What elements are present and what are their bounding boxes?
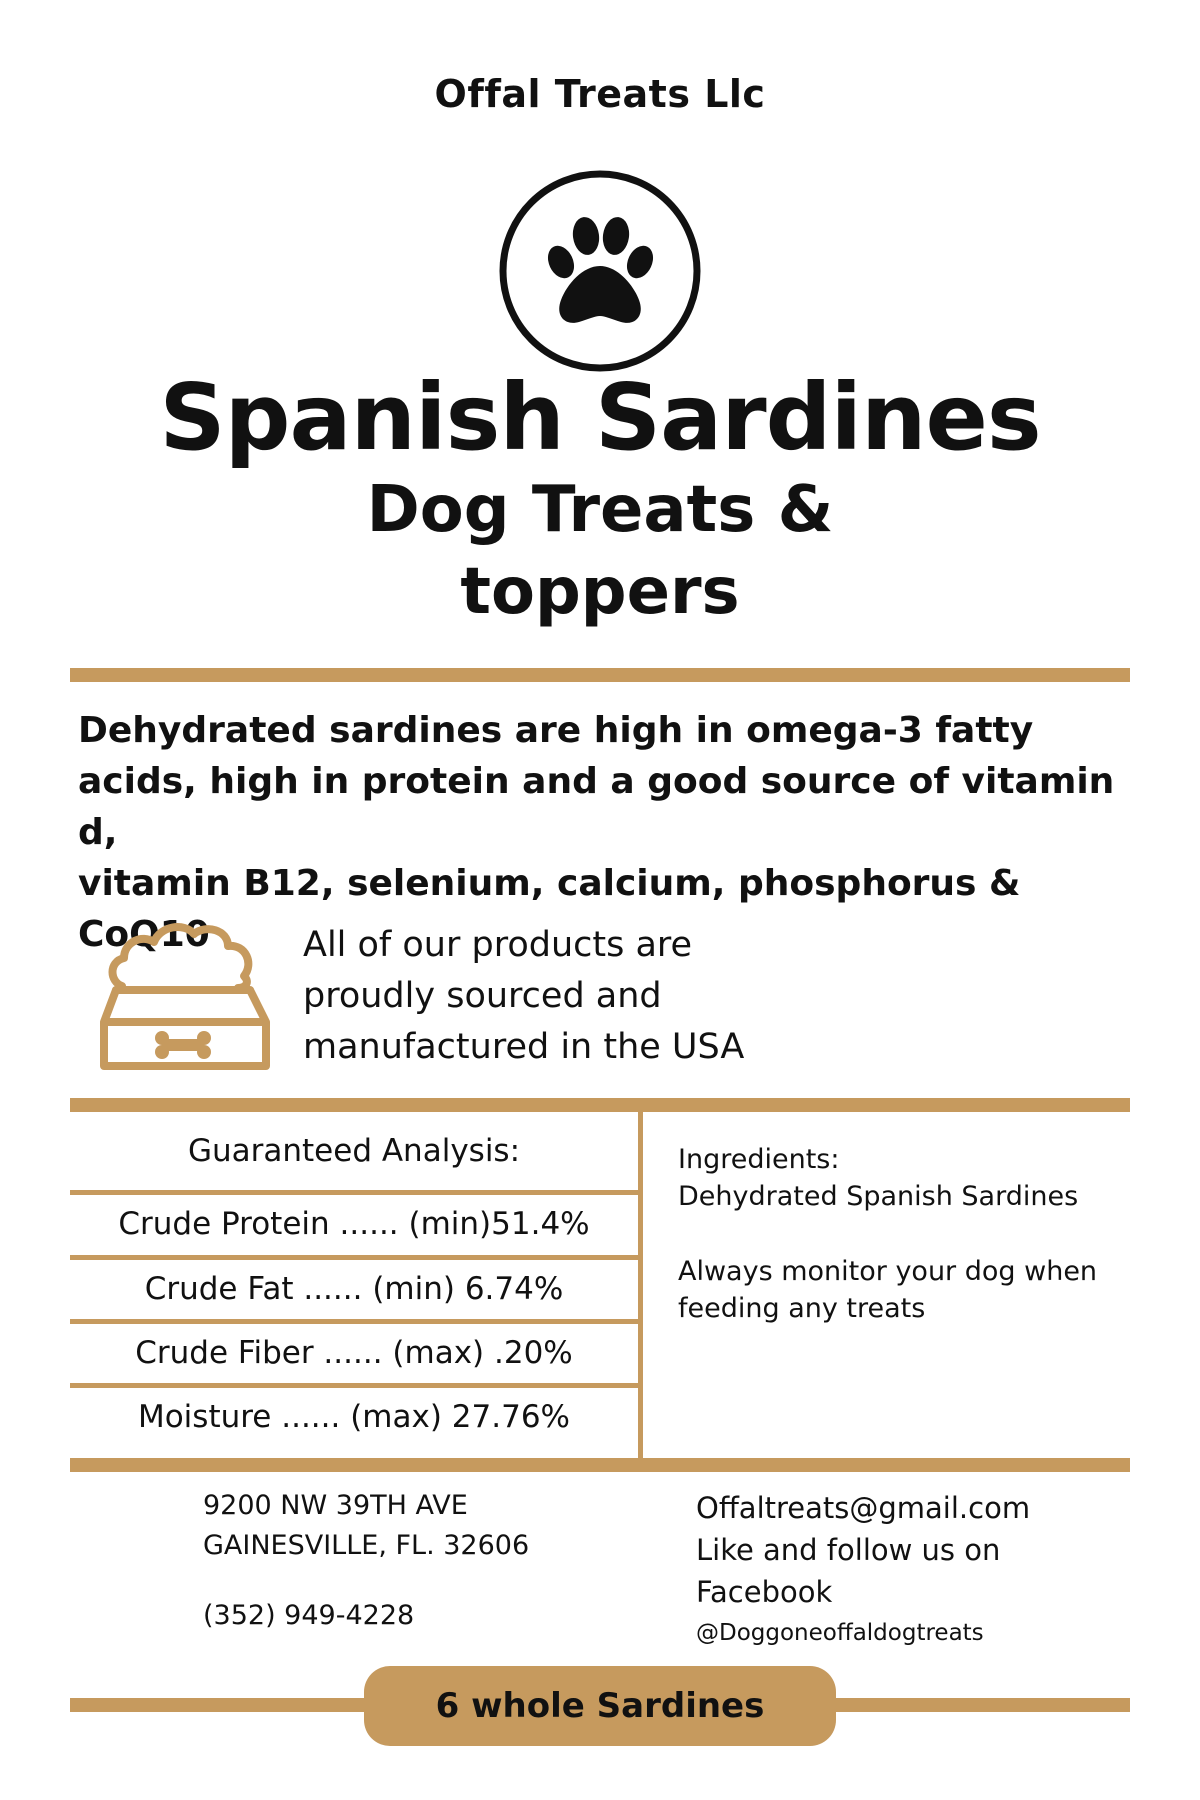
social-line2: Facebook	[696, 1575, 833, 1609]
description-line: Dehydrated sardines are high in omega-3 fatty	[78, 710, 1034, 751]
paw-print-icon	[497, 168, 703, 374]
divider	[70, 1098, 1130, 1112]
table-row-divider	[70, 1319, 638, 1324]
sourcing-line: All of our products are	[303, 925, 693, 965]
analysis-heading: Guaranteed Analysis:	[187, 1133, 521, 1169]
dog-food-bowl-icon	[88, 918, 278, 1076]
analysis-row-protein: Crude Protein ...... (min)51.4%	[118, 1206, 590, 1242]
social-handle: @Doggoneoffaldogtreats	[696, 1620, 984, 1646]
table-row-divider	[70, 1255, 638, 1260]
analysis-row-fat: Crude Fat ...... (min) 6.74%	[144, 1271, 564, 1307]
sourcing-line: manufactured in the USA	[303, 1027, 745, 1067]
description-line: vitamin B12, selenium, calcium, phosphorus & CoQ10	[78, 863, 1021, 955]
column-divider	[638, 1110, 643, 1462]
product-title: Spanish Sardines	[159, 364, 1041, 471]
product-subtitle-line1: Dog Treats &	[366, 473, 834, 547]
ingredients-label: Ingredients:	[678, 1144, 840, 1175]
email-address: Offaltreats@gmail.com	[696, 1491, 1031, 1525]
analysis-row-fiber: Crude Fiber ...... (max) .20%	[135, 1335, 573, 1371]
address-line2: GAINESVILLE, FL. 32606	[203, 1530, 530, 1561]
table-row-divider	[70, 1383, 638, 1388]
sourcing-statement	[303, 920, 863, 1073]
analysis-row-moisture: Moisture ...... (max) 27.76%	[137, 1399, 571, 1435]
description-line: acids, high in protein and a good source of vitamin d,	[78, 761, 1115, 853]
sourcing-line: proudly sourced and	[303, 976, 662, 1016]
product-subtitle-line2: toppers	[460, 555, 740, 629]
address-line1: 9200 NW 39TH AVE	[203, 1490, 468, 1521]
quantity-badge: 6 whole Sardines	[364, 1666, 836, 1746]
company-name: Offal Treats Llc	[434, 72, 766, 116]
table-row-divider	[70, 1190, 638, 1195]
phone-number: (352) 949-4228	[203, 1600, 415, 1631]
social-line1: Like and follow us on	[696, 1533, 1001, 1567]
warning-line1: Always monitor your dog when	[678, 1256, 1098, 1287]
divider	[70, 668, 1130, 682]
ingredients-value: Dehydrated Spanish Sardines	[678, 1181, 1079, 1212]
warning-line2: feeding any treats	[678, 1293, 926, 1324]
divider	[70, 1458, 1130, 1472]
